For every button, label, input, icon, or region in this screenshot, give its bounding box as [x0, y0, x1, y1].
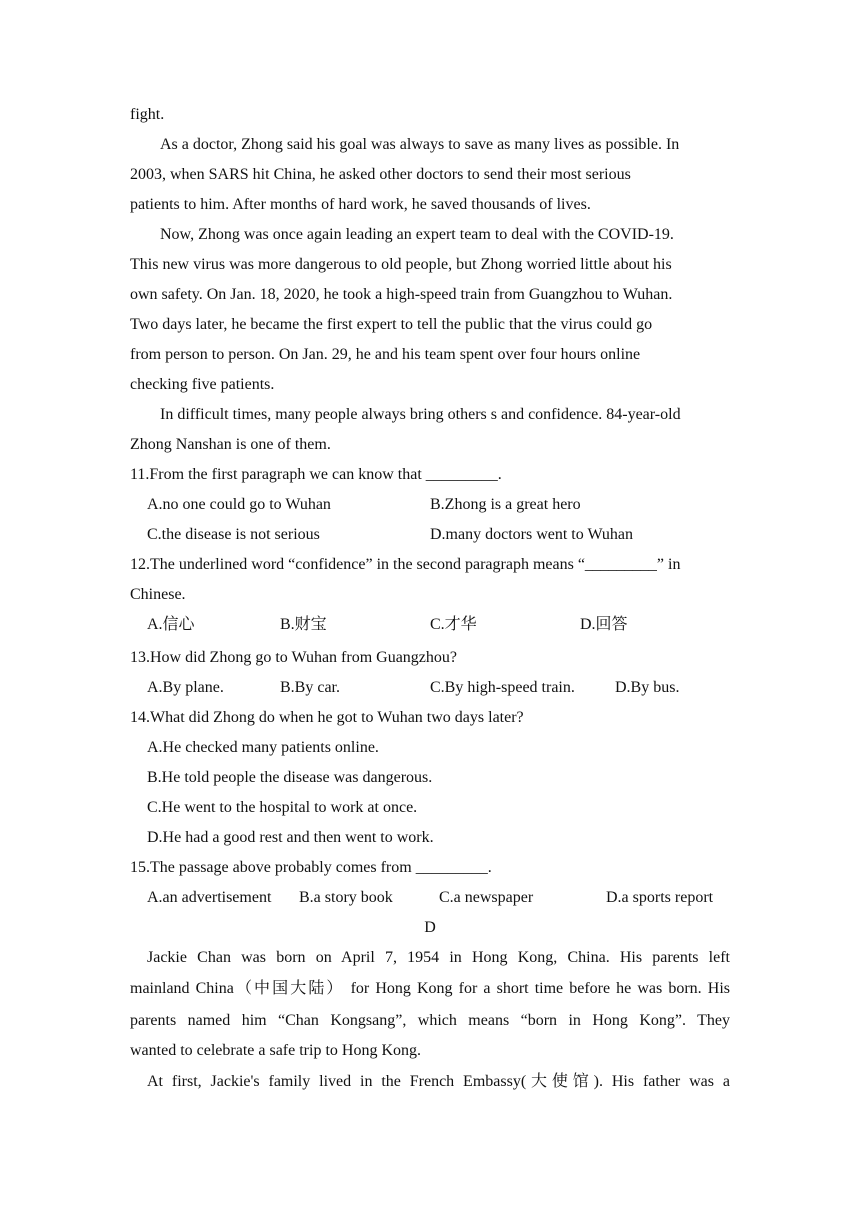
passage-c-line: As a doctor, Zhong said his goal was always to save as many lives as possible. In	[160, 136, 680, 153]
question-12-stem-cont: Chinese.	[130, 586, 186, 603]
question-12-option-d: D.回答	[580, 616, 628, 633]
question-13-option-d: D.By bus.	[615, 679, 680, 696]
passage-c-line: In difficult times, many people always bring others s and confidence. 84-year-old	[160, 406, 681, 423]
question-14-option-a: A.He checked many patients online.	[147, 739, 379, 756]
passage-c-line: 2003, when SARS hit China, he asked other doctors to send their most serious	[130, 166, 631, 183]
question-12-option-b: B.财宝	[280, 616, 327, 633]
passage-c-line: own safety. On Jan. 18, 2020, he took a high-speed train from Guangzhou to Wuhan.	[130, 286, 673, 303]
question-15-option-c: C.a newspaper	[439, 889, 534, 906]
question-11-option-c: C.the disease is not serious	[147, 526, 320, 543]
question-14-stem: 14.What did Zhong do when he got to Wuhan two days later?	[130, 709, 524, 726]
passage-c-line: checking five patients.	[130, 376, 275, 393]
question-11-stem: 11.From the first paragraph we can know that _________.	[130, 466, 502, 483]
question-11-option-d: D.many doctors went to Wuhan	[430, 526, 634, 543]
passage-c-line: Two days later, he became the first expert to tell the public that the virus could go	[130, 316, 653, 333]
question-14-option-b: B.He told people the disease was dangerous.	[147, 769, 433, 786]
question-13-option-a: A.By plane.	[147, 679, 224, 696]
question-12-option-a: A.信心	[147, 616, 195, 633]
question-14-option-c: C.He went to the hospital to work at once.	[147, 799, 418, 816]
passage-c-line: from person to person. On Jan. 29, he and his team spent over four hours online	[130, 346, 641, 363]
passage-d-line: wanted to celebrate a safe trip to Hong Kong.	[130, 1042, 422, 1059]
question-15-option-d: D.a sports report	[606, 889, 714, 906]
passage-d-line: mainland China（中国大陆） for Hong Kong for a short time before he was born. His	[130, 980, 730, 997]
question-13-stem: 13.How did Zhong go to Wuhan from Guangzhou?	[130, 649, 458, 666]
question-13-option-c: C.By high-speed train.	[430, 679, 575, 696]
question-15-stem: 15.The passage above probably comes from _________.	[130, 859, 492, 876]
question-13-option-b: B.By car.	[280, 679, 340, 696]
passage-d-line: parents named him “Chan Kongsang”, which means “born in Hong Kong”. They	[130, 1012, 730, 1029]
question-11-option-b: B.Zhong is a great hero	[430, 496, 581, 513]
question-12-option-c: C.才华	[430, 616, 477, 633]
question-14-option-d: D.He had a good rest and then went to work.	[147, 829, 434, 846]
question-15-option-b: B.a story book	[299, 889, 393, 906]
passage-d-line: At first, Jackie's family lived in the French Embassy(大使馆). His father was a	[147, 1073, 730, 1090]
passage-c-line: fight.	[130, 106, 165, 123]
passage-c-line: Now, Zhong was once again leading an expert team to deal with the COVID-19.	[160, 226, 674, 243]
question-11-option-a: A.no one could go to Wuhan	[147, 496, 331, 513]
question-12-stem: 12.The underlined word “confidence” in the second paragraph means “_________” in	[130, 556, 681, 573]
question-15-option-a: A.an advertisement	[147, 889, 272, 906]
passage-d-heading: D	[424, 919, 436, 936]
passage-c-line: patients to him. After months of hard work, he saved thousands of lives.	[130, 196, 591, 213]
passage-d-line: Jackie Chan was born on April 7, 1954 in Hong Kong, China. His parents left	[147, 949, 730, 966]
passage-c-line: This new virus was more dangerous to old people, but Zhong worried little about his	[130, 256, 672, 273]
passage-c-line: Zhong Nanshan is one of them.	[130, 436, 331, 453]
